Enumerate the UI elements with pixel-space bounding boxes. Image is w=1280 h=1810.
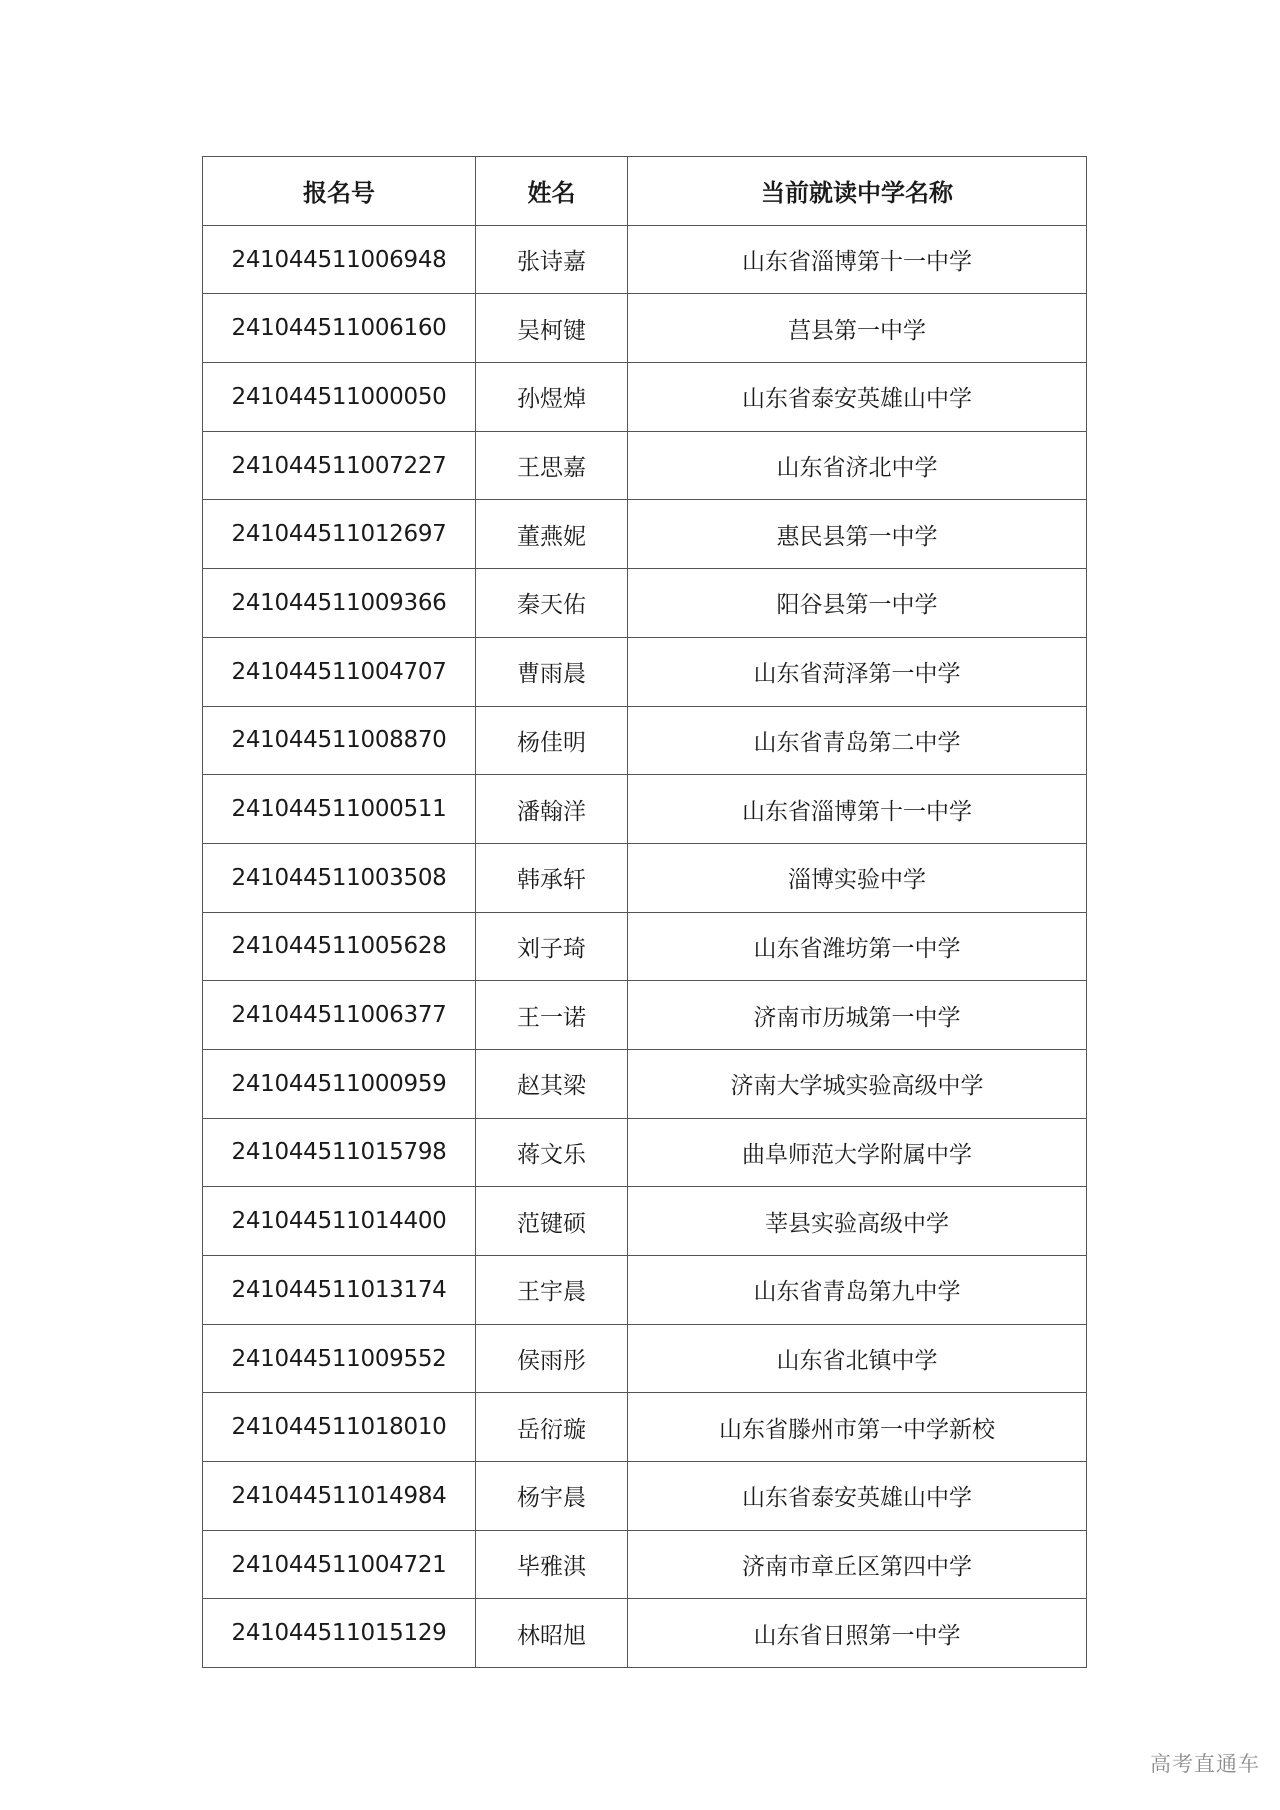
table-row — [203, 775, 1087, 844]
table-header-row — [203, 157, 1087, 226]
school-cell: 山东省北镇中学 — [628, 1324, 1087, 1393]
table-row — [203, 1118, 1087, 1187]
name-cell: 曹雨晨 — [476, 637, 628, 706]
name-cell: 杨佳明 — [476, 706, 628, 775]
school-cell: 曲阜师范大学附属中学 — [628, 1118, 1087, 1187]
school-cell: 惠民县第一中学 — [628, 500, 1087, 569]
table-row — [203, 1256, 1087, 1325]
table-row — [203, 500, 1087, 569]
table-row — [203, 912, 1087, 981]
school-cell: 山东省滕州市第一中学新校 — [628, 1393, 1087, 1462]
table-row — [203, 1462, 1087, 1531]
name-cell: 王思嘉 — [476, 431, 628, 500]
registration-number-cell: 241044511013174 — [203, 1256, 476, 1325]
name-cell: 董燕妮 — [476, 500, 628, 569]
school-cell: 山东省菏泽第一中学 — [628, 637, 1087, 706]
school-cell: 山东省潍坊第一中学 — [628, 912, 1087, 981]
school-cell: 莒县第一中学 — [628, 294, 1087, 363]
registration-number-cell: 241044511006948 — [203, 225, 476, 294]
name-cell: 毕雅淇 — [476, 1530, 628, 1599]
name-cell: 秦天佑 — [476, 569, 628, 638]
name-cell: 孙煜焯 — [476, 363, 628, 432]
table-row — [203, 431, 1087, 500]
header-school: 当前就读中学名称 — [628, 157, 1087, 226]
registration-number-cell: 241044511018010 — [203, 1393, 476, 1462]
name-cell: 韩承轩 — [476, 843, 628, 912]
registration-number-cell: 241044511014400 — [203, 1187, 476, 1256]
school-cell: 山东省泰安英雄山中学 — [628, 1462, 1087, 1531]
registration-number-cell: 241044511004707 — [203, 637, 476, 706]
registration-number-cell: 241044511014984 — [203, 1462, 476, 1531]
table-row — [203, 1530, 1087, 1599]
table-row — [203, 843, 1087, 912]
table-row — [203, 569, 1087, 638]
table-row — [203, 1599, 1087, 1668]
registration-number-cell: 241044511005628 — [203, 912, 476, 981]
name-cell: 王宇晨 — [476, 1256, 628, 1325]
table-row — [203, 706, 1087, 775]
table-row — [203, 294, 1087, 363]
school-cell: 山东省泰安英雄山中学 — [628, 363, 1087, 432]
school-cell: 山东省青岛第二中学 — [628, 706, 1087, 775]
registration-number-cell: 241044511000959 — [203, 1049, 476, 1118]
table-row — [203, 1049, 1087, 1118]
name-cell: 刘子琦 — [476, 912, 628, 981]
school-cell: 山东省淄博第十一中学 — [628, 775, 1087, 844]
registration-number-cell: 241044511003508 — [203, 843, 476, 912]
school-cell: 济南大学城实验高级中学 — [628, 1049, 1087, 1118]
registration-number-cell: 241044511000050 — [203, 363, 476, 432]
registration-number-cell: 241044511015129 — [203, 1599, 476, 1668]
header-registration-number: 报名号 — [203, 157, 476, 226]
registration-number-cell: 241044511004721 — [203, 1530, 476, 1599]
table-row — [203, 1393, 1087, 1462]
watermark: 高考直通车 — [1150, 1752, 1260, 1776]
table-row — [203, 981, 1087, 1050]
table-row — [203, 225, 1087, 294]
table-row — [203, 1324, 1087, 1393]
school-cell: 阳谷县第一中学 — [628, 569, 1087, 638]
school-cell: 山东省淄博第十一中学 — [628, 225, 1087, 294]
school-cell: 山东省青岛第九中学 — [628, 1256, 1087, 1325]
name-cell: 潘翰洋 — [476, 775, 628, 844]
school-cell: 济南市章丘区第四中学 — [628, 1530, 1087, 1599]
table-row — [203, 1187, 1087, 1256]
table-row — [203, 637, 1087, 706]
registration-number-cell: 241044511006160 — [203, 294, 476, 363]
name-cell: 岳衍璇 — [476, 1393, 628, 1462]
school-cell: 山东省济北中学 — [628, 431, 1087, 500]
registration-number-cell: 241044511012697 — [203, 500, 476, 569]
table-row — [203, 363, 1087, 432]
registration-number-cell: 241044511009366 — [203, 569, 476, 638]
name-cell: 范键硕 — [476, 1187, 628, 1256]
school-cell: 莘县实验高级中学 — [628, 1187, 1087, 1256]
registration-number-cell: 241044511006377 — [203, 981, 476, 1050]
school-cell: 山东省日照第一中学 — [628, 1599, 1087, 1668]
name-cell: 蒋文乐 — [476, 1118, 628, 1187]
admission-list-table — [202, 156, 1087, 1668]
name-cell: 张诗嘉 — [476, 225, 628, 294]
registration-number-cell: 241044511007227 — [203, 431, 476, 500]
name-cell: 杨宇晨 — [476, 1462, 628, 1531]
header-name: 姓名 — [476, 157, 628, 226]
school-cell: 淄博实验中学 — [628, 843, 1087, 912]
name-cell: 王一诺 — [476, 981, 628, 1050]
name-cell: 侯雨彤 — [476, 1324, 628, 1393]
name-cell: 赵其梁 — [476, 1049, 628, 1118]
registration-number-cell: 241044511008870 — [203, 706, 476, 775]
school-cell: 济南市历城第一中学 — [628, 981, 1087, 1050]
registration-number-cell: 241044511015798 — [203, 1118, 476, 1187]
registration-number-cell: 241044511000511 — [203, 775, 476, 844]
name-cell: 吴柯键 — [476, 294, 628, 363]
name-cell: 林昭旭 — [476, 1599, 628, 1668]
registration-number-cell: 241044511009552 — [203, 1324, 476, 1393]
